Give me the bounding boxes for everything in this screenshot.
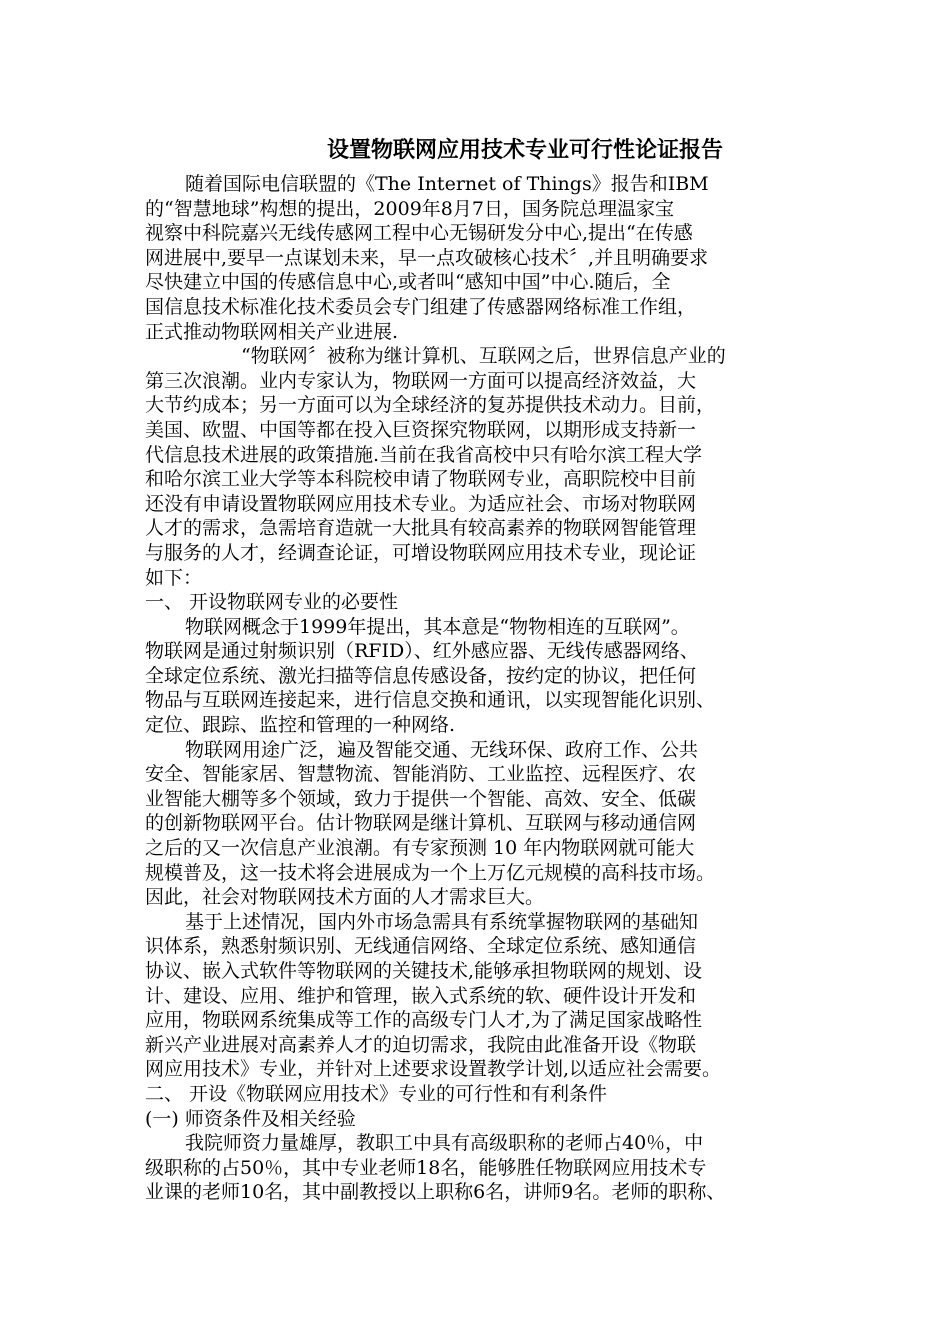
paragraph-line: “物联网〞被称为继计算机、互联网之后，世界信息产业的	[241, 345, 726, 368]
paragraph-line: 识体系，熟悉射频识别、无线通信网络、全球定位系统、感知通信	[145, 935, 697, 958]
paragraph-line: 物品与互联网连接起来，进行信息交换和通讯，以实现智能化识别、	[145, 689, 716, 712]
paragraph-line: 因此，社会对物联网技术方面的人才需求巨大。	[145, 886, 545, 909]
paragraph-line: 二、 开设《物联网应用技术》专业的可行性和有利条件	[145, 1082, 608, 1105]
paragraph-line: 物联网是通过射频识别（RFID）、红外感应器、无线传感器网络、	[145, 640, 699, 663]
paragraph-line: 应用，物联网系统集成等工作的高级专门人才,为了满足国家战略性	[145, 1009, 703, 1032]
paragraph-line: 的创新物联网平台。估计物联网是继计算机、互联网与移动通信网	[145, 812, 697, 835]
paragraph-line: 尽快建立中国的传感信息中心,或者叫“感知中国”中心.随后，全	[145, 271, 671, 294]
paragraph-line: 安全、智能家居、智慧物流、智能消防、工业监控、远程医疗、农	[145, 763, 697, 786]
paragraph-line: 代信息技术进展的政策措施.当前在我省高校中只有哈尔滨工程大学	[145, 443, 703, 466]
paragraph-line: 级职称的占50％，其中专业老师18名，能够胜任物联网应用技术专	[145, 1156, 707, 1179]
paragraph-line: 规模普及，这一技术将会进展成为一个上万亿元规模的高科技市场。	[145, 861, 716, 884]
document-body	[145, 172, 835, 1205]
paragraph-line: 之后的又一次信息产业浪潮。有专家预测 10 年内物联网就可能大	[145, 837, 695, 860]
paragraph-line: 第三次浪潮。业内专家认为，物联网一方面可以提高经济效益，大	[145, 369, 697, 392]
paragraph-line: 我院师资力量雄厚，教职工中具有高级职称的老师占40％，中	[185, 1132, 704, 1155]
paragraph-line: 计、建设、应用、维护和管理，嵌入式系统的软、硬件设计开发和	[145, 984, 697, 1007]
paragraph-line: 正式推动物联网相关产业进展.	[145, 320, 399, 343]
paragraph-line: 基于上述情况，国内外市场急需具有系统掌握物联网的基础知	[185, 910, 699, 933]
paragraph-line: 一、 开设物联网专业的必要性	[145, 591, 399, 614]
paragraph-line: 与服务的人才，经调查论证，可增设物联网应用技术专业，现论证	[145, 541, 697, 564]
paragraph-line: 业课的老师10名，其中副教授以上职称6名，讲师9名。老师的职称、	[145, 1181, 726, 1204]
paragraph-line: 协议、嵌入式软件等物联网的关键技术,能够承担物联网的规划、设	[145, 960, 703, 982]
paragraph-line: 新兴产业进展对高素养人才的迫切需求，我院由此准备开设《物联	[145, 1033, 697, 1056]
document-title: 设置物联网应用技术专业可行性论证报告	[326, 137, 723, 163]
paragraph-line: 物联网概念于1999年提出，其本意是“物物相连的互联网”。	[185, 615, 690, 638]
paragraph-line: (一) 师资条件及相关经验	[145, 1107, 356, 1130]
paragraph-line: 如下：	[145, 566, 203, 589]
paragraph-line: 的“智慧地球”构想的提出，2009年8月7日，国务院总理温家宝	[145, 197, 674, 220]
paragraph-line: 定位、跟踪、监控和管理的一种网络.	[145, 714, 456, 737]
paragraph-line: 大节约成本；另一方面可以为全球经济的复苏提供技术动力。目前，	[145, 394, 716, 417]
paragraph-line: 网应用技术》专业，并针对上述要求设置教学计划,以适应社会需要。	[145, 1058, 722, 1081]
paragraph-line: 和哈尔滨工业大学等本科院校申请了物联网专业，高职院校中目前	[145, 468, 697, 491]
paragraph-line: 人才的需求，急需培育造就一大批具有较高素养的物联网智能管理	[145, 517, 697, 540]
paragraph-line: 业智能大棚等多个领域，致力于提供一个智能、高效、安全、低碳	[145, 787, 697, 810]
paragraph-line: 美国、欧盟、中国等都在投入巨资探究物联网，以期形成支持新一	[145, 418, 697, 441]
paragraph-line: 随着国际电信联盟的《The Internet of Things》报告和IBM	[185, 173, 709, 195]
paragraph-line: 国信息技术标准化技术委员会专门组建了传感器网络标准工作组，	[145, 295, 697, 318]
paragraph-line: 视察中科院嘉兴无线传感网工程中心无锡研发分中心,提出“在传感	[145, 222, 693, 245]
paragraph-line: 还没有申请设置物联网应用技术专业。为适应社会、市场对物联网	[145, 492, 697, 515]
paragraph-line: 全球定位系统、激光扫描等信息传感设备，按约定的协议，把任何	[145, 664, 697, 687]
paragraph-line: 物联网用途广泛，遍及智能交通、无线环保、政府工作、公共	[185, 738, 699, 761]
paragraph-line: 网进展中,要早一点谋划未来，早一点攻破核心技术〞,并且明确要求	[145, 246, 709, 269]
